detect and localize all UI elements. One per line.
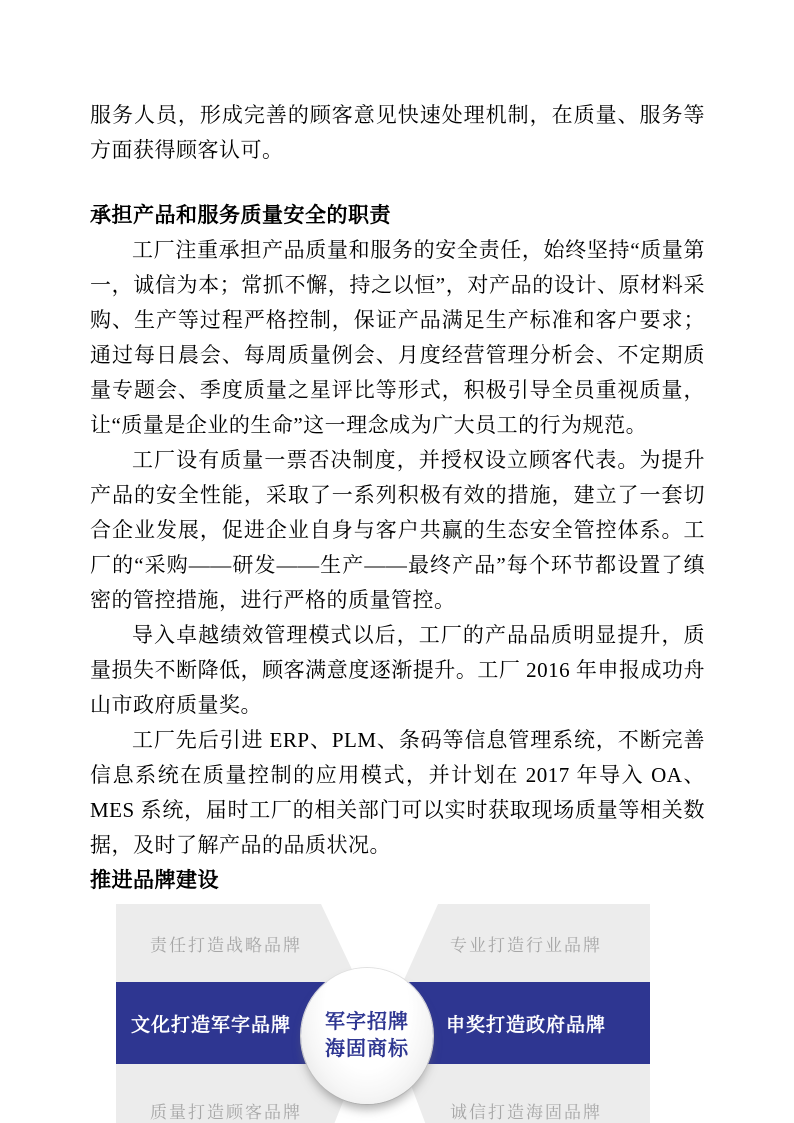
brand-label-strategy: 责任打造战略品牌 <box>150 935 302 955</box>
paragraph-performance-model: 导入卓越绩效管理模式以后，工厂的产品品质明显提升，质量损失不断降低，顾客满意度逐渐提升。工厂 2016 年申报成功舟山市政府质量奖。 <box>90 623 705 717</box>
brand-label-integrity: 诚信打造海固品牌 <box>450 1103 602 1122</box>
brand-label-government: 申奖打造政府品牌 <box>446 1014 607 1036</box>
paragraph-quality-commitment: 工厂注重承担产品质量和服务的安全责任，始终坚持“质量第一，诚信为本；常抓不懈，持之以恒”，对产品的设计、原材料采购、生产等过程严格控制，保证产品满足生产标准和客户要求；通过每日晨会、每周质量例会、月度经营管理分析会、不定期质量专题会、季度质量之星评比等形式，积极引导全员重视质量，让“质量是企业的生命”这一理念成为广大员工的行为规范。 <box>90 238 705 437</box>
heading-quality-safety-responsibility: 承担产品和服务质量安全的职责 <box>90 204 391 227</box>
brand-building-diagram <box>116 904 650 1123</box>
circle-text-line1: 军字招牌 <box>325 1011 409 1033</box>
center-brand-circle <box>301 968 433 1104</box>
brand-label-industry: 专业打造行业品牌 <box>450 935 602 955</box>
heading-brand-building: 推进品牌建设 <box>90 869 219 892</box>
paragraph-intro: 服务人员，形成完善的顾客意见快速处理机制，在质量、服务等方面获得顾客认可。 <box>90 103 705 162</box>
circle-text-line2: 海固商标 <box>325 1038 409 1060</box>
paragraph-veto-system: 工厂设有质量一票否决制度，并授权设立顾客代表。为提升产品的安全性能，采取了一系列积极有效的措施，建立了一套切合企业发展，促进企业自身与客户共赢的生态安全管控体系。工厂的“采购——研发——生产——最终产品”每个环节都设置了缜密的管控措施，进行严格的质量管控。 <box>90 448 705 612</box>
paragraph-information-systems: 工厂先后引进 ERP、PLM、条码等信息管理系统，不断完善信息系统在质量控制的应用模式，并计划在 2017 年导入 OA、MES 系统，届时工厂的相关部门可以实时获取现场质量等相关数据，及时了解产品的品质状况。 <box>90 728 705 857</box>
brand-label-culture: 文化打造军字品牌 <box>131 1014 292 1036</box>
brand-label-customer: 质量打造顾客品牌 <box>150 1103 302 1122</box>
